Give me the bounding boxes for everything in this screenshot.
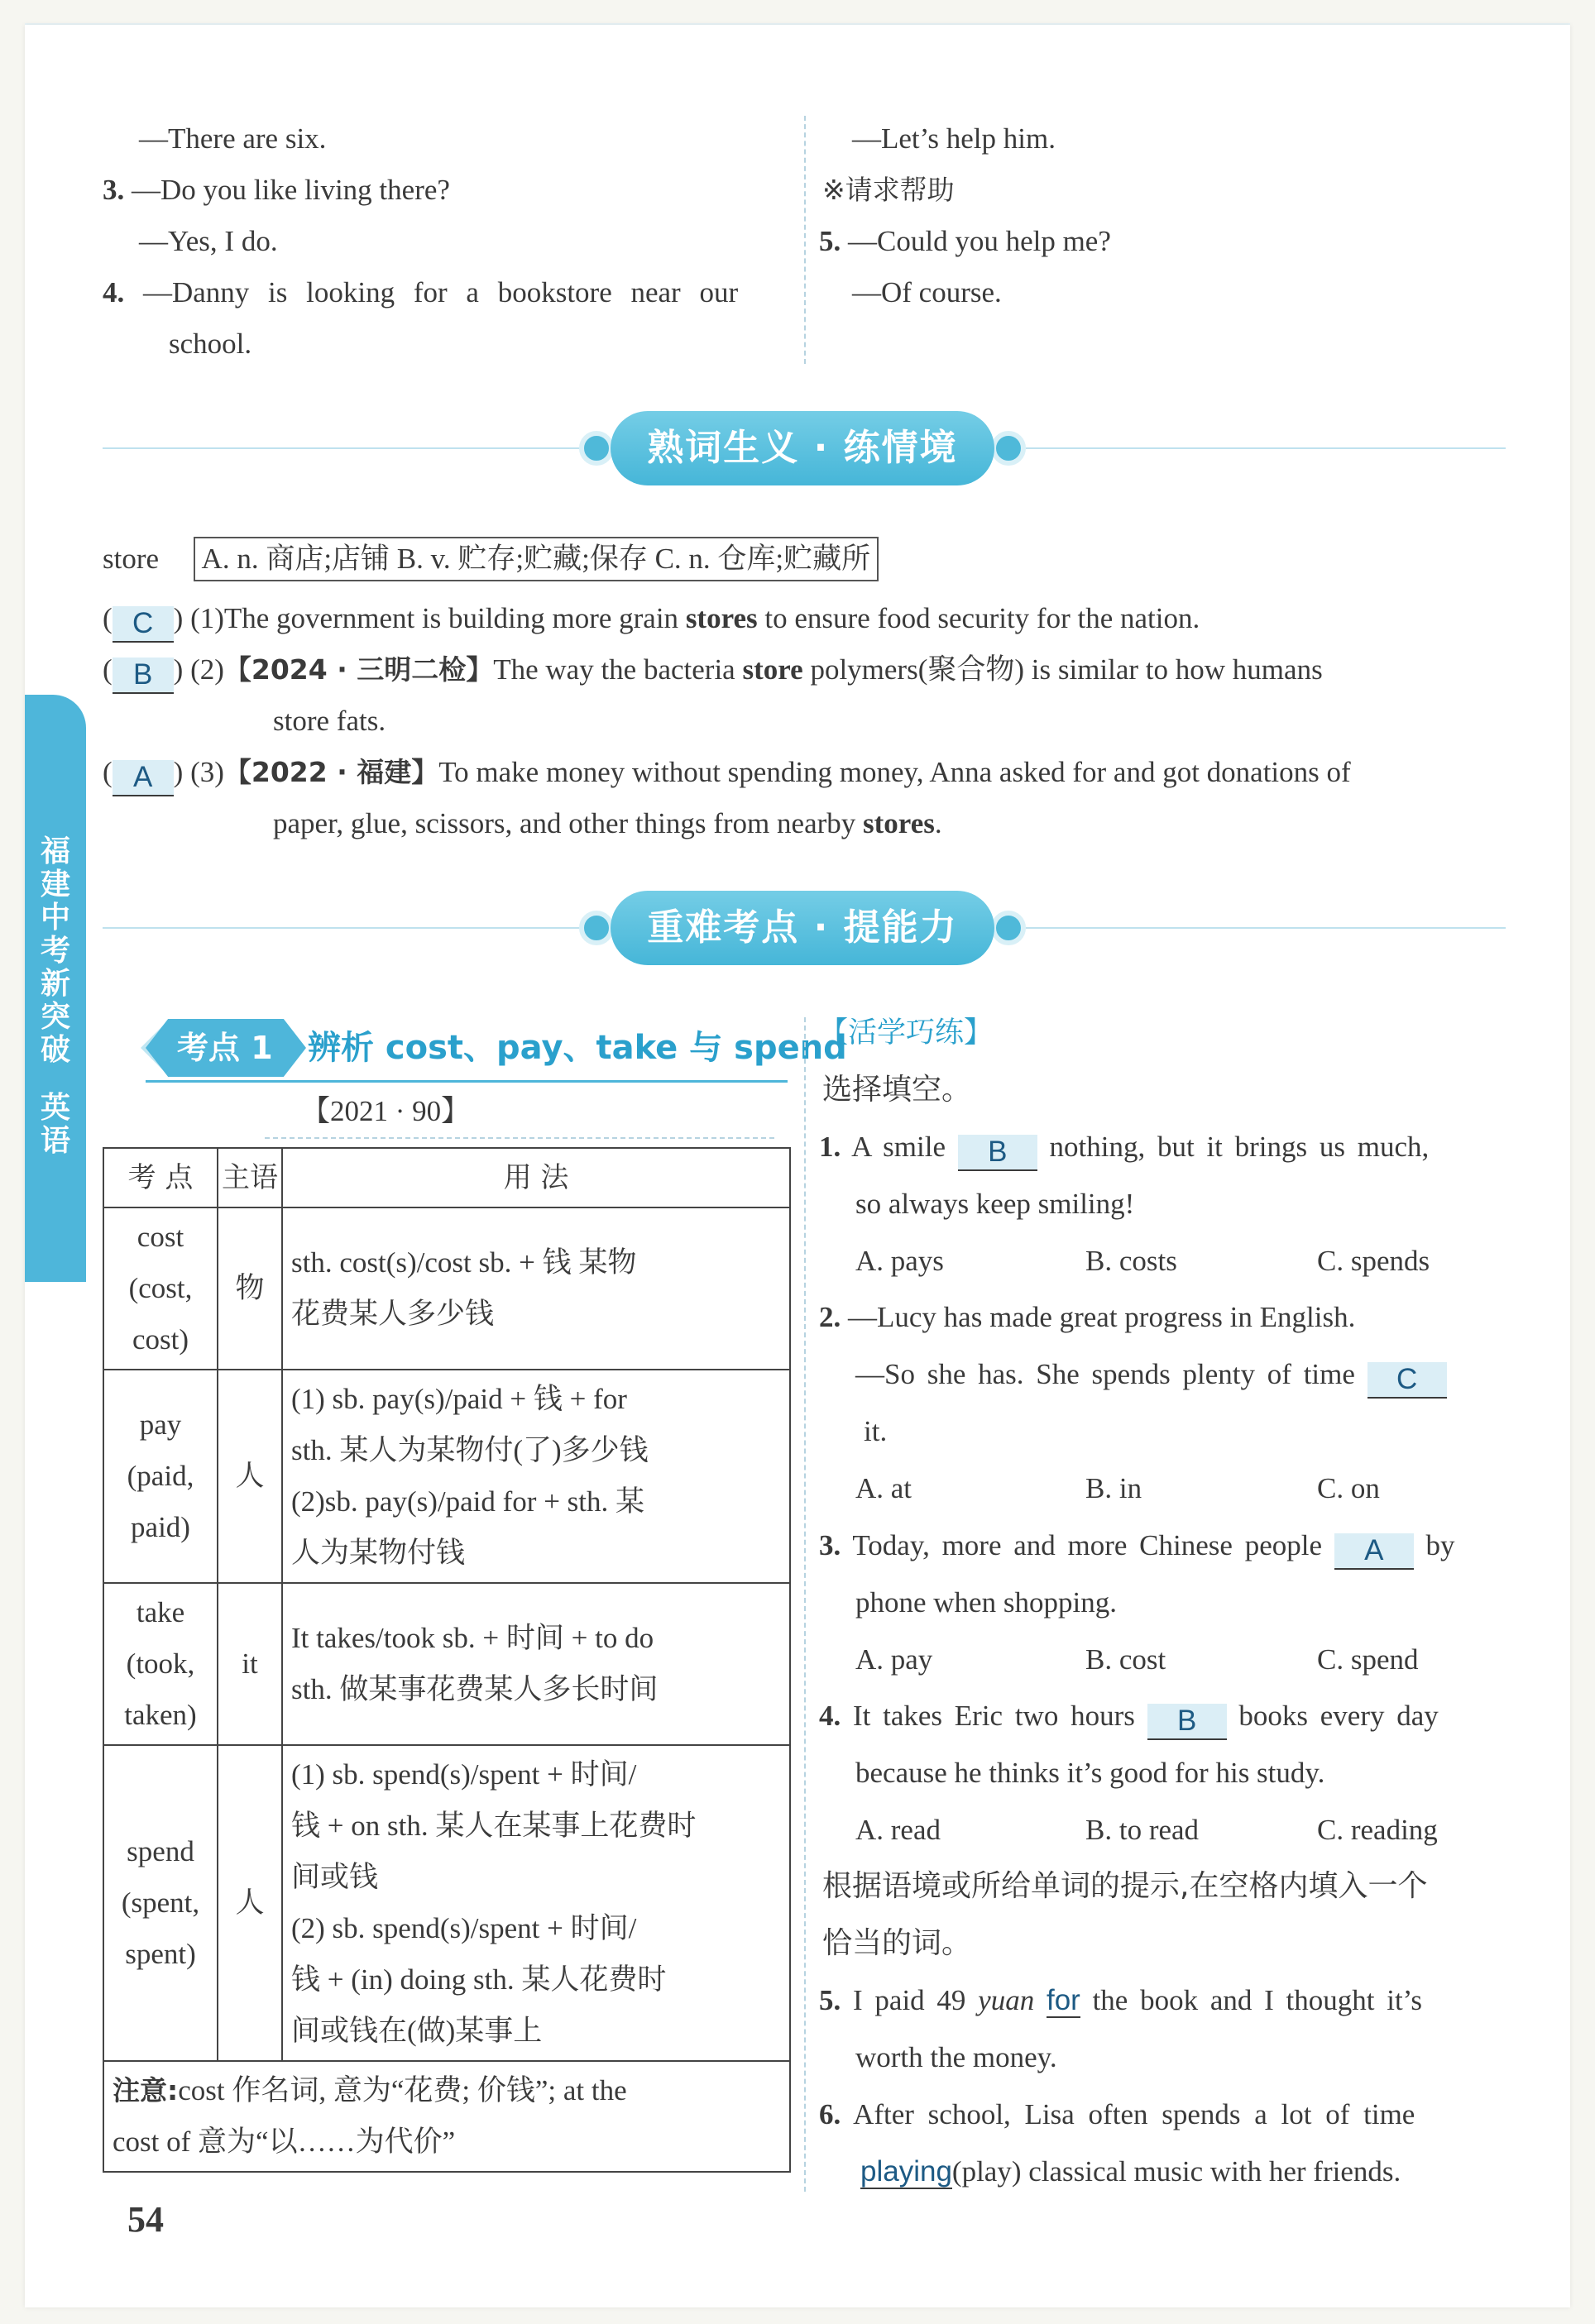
item-text: To make money without spending money, Anna asked for and got donations of xyxy=(438,756,1351,788)
answer-blank: B xyxy=(958,1135,1037,1171)
item-text: paper, glue, scissors, and other things from nearby xyxy=(273,807,864,839)
word-cell: spend (spent, spent) xyxy=(103,1745,218,2061)
question-5 xyxy=(819,216,1111,267)
banner-dot xyxy=(991,911,1026,945)
key-word: stores xyxy=(863,807,935,839)
practice-header: 【活学巧练】 xyxy=(819,1016,994,1050)
banner-dot xyxy=(579,431,614,466)
section-rule xyxy=(1026,927,1506,929)
item-text: . xyxy=(934,807,942,839)
definition-box: A. n. 商店;店铺 B. v. 贮存;贮藏;保存 C. n. 仓库;贮藏所 xyxy=(194,537,879,581)
side-char: 新 xyxy=(40,967,70,1001)
option: B. to read xyxy=(1085,1814,1200,1846)
answer-blank: for xyxy=(1046,1984,1080,2016)
option: C. spends xyxy=(1317,1245,1430,1277)
key-word: store xyxy=(742,653,803,686)
source-tag: 【2022 · 福建】 xyxy=(223,756,439,788)
answer-blank: B xyxy=(113,658,174,694)
table-row xyxy=(103,1583,790,1745)
item-continuation xyxy=(273,798,942,849)
dialogue-line: —Yes, I do. xyxy=(139,225,278,257)
item-number: (2) xyxy=(190,653,224,686)
dialogue-line: —Let’s help him. xyxy=(852,122,1056,155)
function-note: ※请求帮助 xyxy=(822,174,955,206)
side-char: 福 xyxy=(40,834,70,868)
section-rule xyxy=(103,447,587,449)
kaodian-rule xyxy=(146,1080,788,1083)
question-cont: it. xyxy=(864,1415,888,1447)
header-cell: 主语 xyxy=(218,1148,282,1207)
item-number: (1) xyxy=(190,602,224,634)
table-row xyxy=(103,1370,790,1583)
question-cont: worth the money. xyxy=(855,2041,1057,2073)
store-item-2: ( B ) (2)【2024 · 三明二检】The way the bacteria store polymers(聚合物) is similar to how humans xyxy=(103,644,1323,696)
answer-blank: C xyxy=(113,606,174,643)
side-char: 中 xyxy=(40,901,70,935)
answer-blank: B xyxy=(1147,1704,1227,1740)
header-cell: 用 法 xyxy=(282,1148,790,1207)
kaodian-title: 辨析 cost、pay、take 与 spend xyxy=(308,1029,847,1067)
answer-blank: A xyxy=(1334,1533,1414,1570)
side-char: 考 xyxy=(40,934,70,968)
question-cont: phone when shopping. xyxy=(855,1586,1117,1619)
question-number: 3. xyxy=(103,174,125,206)
section-rule xyxy=(103,927,587,929)
question-text: —Danny is looking for a bookstore near our xyxy=(143,276,739,308)
answer-blank: playing xyxy=(860,2155,952,2188)
column-divider xyxy=(804,1017,806,2192)
option: A. read xyxy=(855,1814,941,1846)
dialogue-line: —Of course. xyxy=(852,276,1002,308)
item-continuation: store fats. xyxy=(273,705,386,737)
question-number: 4. xyxy=(103,276,125,308)
question-text: —Do you like living there? xyxy=(132,174,450,206)
practice-q5: 5. I paid 49 yuan for the book and I thought it’s xyxy=(819,1984,1423,2016)
question-3 xyxy=(103,165,450,216)
store-item-1: ( C ) (1)The government is building more grain stores to ensure food security for the nation. xyxy=(103,593,1200,644)
column-divider xyxy=(804,116,806,364)
source-tag: 【2024 · 三明二检】 xyxy=(223,653,494,686)
year-underline xyxy=(265,1137,774,1139)
subject-cell: 人 xyxy=(218,1745,282,2061)
instruction: 恰当的词。 xyxy=(822,1926,972,1960)
instruction: 选择填空。 xyxy=(822,1073,972,1107)
side-char: 破 xyxy=(40,1033,70,1067)
subject-cell: it xyxy=(218,1583,282,1745)
usage-table xyxy=(103,1147,791,2173)
side-char: 英 xyxy=(40,1091,70,1125)
option: B. in xyxy=(1085,1472,1142,1504)
practice-q1: 1. A smile B nothing, but it brings us much, xyxy=(819,1121,1429,1173)
word-cell: take (took, taken) xyxy=(103,1583,218,1745)
key-word: stores xyxy=(685,602,758,634)
store-word: store xyxy=(103,543,160,575)
item-number: (3) xyxy=(190,756,224,788)
option: C. reading xyxy=(1317,1814,1438,1846)
usage-cell: sth. cost(s)/cost sb. + 钱 某物 花费某人多少钱 xyxy=(282,1207,790,1370)
side-char: 语 xyxy=(40,1124,70,1158)
answer-blank: A xyxy=(113,760,174,796)
option: A. at xyxy=(855,1472,912,1504)
section-banner-points: 重难考点 · 提能力 xyxy=(611,891,994,965)
subject-cell: 物 xyxy=(218,1207,282,1370)
side-char: 突 xyxy=(40,1000,70,1034)
item-text: The government is building more grain xyxy=(223,602,686,634)
store-entry xyxy=(103,533,879,585)
subject-cell: 人 xyxy=(218,1370,282,1583)
page-number: 54 xyxy=(127,2199,164,2240)
section-banner-words: 熟词生义 · 练情境 xyxy=(611,411,994,485)
item-text: polymers(聚合物) is similar to how humans xyxy=(802,653,1323,686)
question-cont: so always keep smiling! xyxy=(855,1188,1135,1220)
usage-cell: (1) sb. pay(s)/paid + 钱 + for sth. 某人为某物付(了)多少钱 (2)sb. pay(s)/paid for + sth. 某 人为某物付钱 xyxy=(282,1370,790,1583)
note-cell: 注意:cost 作名词, 意为“花费; 价钱”; at the cost of 意为“以……为代价” xyxy=(103,2061,790,2172)
option: B. costs xyxy=(1085,1245,1177,1277)
dialogue-line: —There are six. xyxy=(139,122,327,155)
option: C. on xyxy=(1317,1472,1380,1504)
banner-dot xyxy=(579,911,614,945)
table-row xyxy=(103,1207,790,1370)
note-label: 注意: xyxy=(113,2074,179,2106)
section-rule xyxy=(1026,447,1506,449)
question-cont: —So she has. She spends plenty of time C xyxy=(855,1349,1447,1400)
kaodian-label: 考点 1 xyxy=(177,1030,273,1066)
answer-blank: C xyxy=(1367,1362,1447,1399)
question-cont: because he thinks it’s good for his study. xyxy=(855,1757,1325,1789)
instruction: 根据语境或所给单词的提示,在空格内填入一个 xyxy=(822,1869,1428,1903)
question-4 xyxy=(103,267,738,318)
question-cont: playing(play) classical music with her friends. xyxy=(860,2155,1401,2188)
side-tab xyxy=(25,695,86,1282)
option: A. pays xyxy=(855,1245,944,1277)
practice-q2: 2. —Lucy has made great progress in English. xyxy=(819,1301,1356,1333)
store-item-3: ( A ) (3)【2022 · 福建】To make money without spending money, Anna asked for and got donations of xyxy=(103,747,1351,798)
kaodian-year: 【2021 · 90】 xyxy=(301,1095,471,1127)
side-char: 建 xyxy=(40,868,70,901)
question-text: —Could you help me? xyxy=(848,225,1111,257)
table-row xyxy=(103,1745,790,2061)
word-cell: pay (paid, paid) xyxy=(103,1370,218,1583)
practice-q6: 6. After school, Lisa often spends a lot of time xyxy=(819,2098,1415,2130)
banner-dot xyxy=(991,431,1026,466)
option: C. spend xyxy=(1317,1643,1419,1676)
option: B. cost xyxy=(1085,1643,1166,1676)
item-text: to ensure food security for the nation. xyxy=(757,602,1200,634)
word-cell: cost (cost, cost) xyxy=(103,1207,218,1370)
option: A. pay xyxy=(855,1643,933,1676)
header-cell: 考 点 xyxy=(103,1148,218,1207)
practice-q3: 3. Today, more and more Chinese people A by xyxy=(819,1520,1455,1571)
question-number: 5. xyxy=(819,225,841,257)
usage-cell: (1) sb. spend(s)/spent + 时间/ 钱 + on sth. 某人在某事上花费时 间或钱 (2) sb. spend(s)/spent + 时间/ 钱 + (in) doing sth. 某人花费时 间或钱在(做)某事上 xyxy=(282,1745,790,2061)
note-row xyxy=(103,2061,790,2172)
usage-cell: It takes/took sb. + 时间 + to do sth. 做某事花费某人多长时间 xyxy=(282,1583,790,1745)
dialogue-line: school. xyxy=(169,328,252,360)
practice-q4: 4. It takes Eric two hours B books every day xyxy=(819,1690,1439,1742)
item-text: The way the bacteria xyxy=(493,653,743,686)
table-header-row xyxy=(103,1148,790,1207)
